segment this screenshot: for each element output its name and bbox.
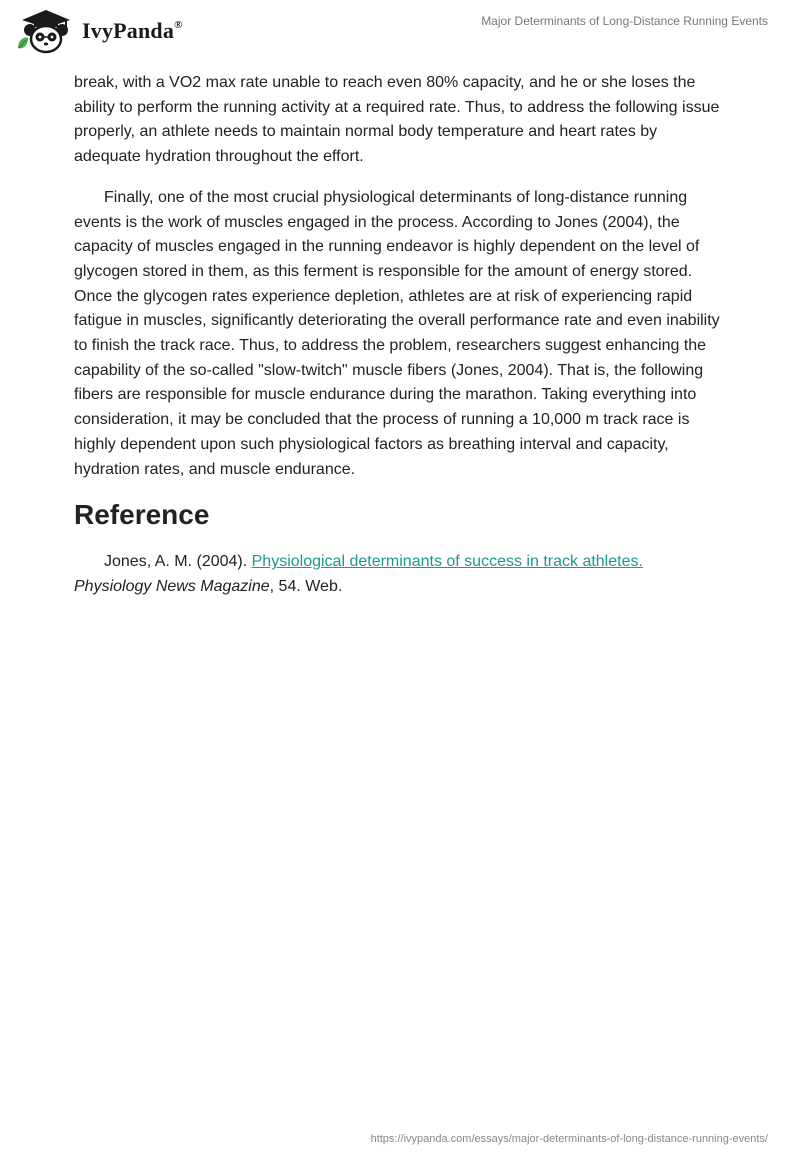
reference-entry [74, 550, 726, 599]
page-header [0, 0, 800, 62]
reference-author: Jones, A. M. (2004). [104, 553, 252, 571]
body-paragraph: break, with a VO2 max rate unable to reach even 80% capacity, and he or she loses the ability to perform the running activity at a required rate. Thus, to address the following issue properly, an athlete needs to maintain normal body temperature and heart rates by adequate hydration throughout the effort. [74, 74, 720, 166]
reference-journal: Physiology News Magazine [74, 577, 270, 595]
footer-url[interactable]: https://ivypanda.com/essays/major-determinants-of-long-distance-running-events/ [370, 1133, 768, 1145]
logo[interactable] [14, 8, 183, 54]
essay-content [74, 71, 726, 616]
document-title: Major Determinants of Long-Distance Running Events [481, 14, 768, 28]
reference-link[interactable]: Physiological determinants of success in track athletes. [251, 553, 643, 571]
panda-logo-icon [14, 8, 76, 54]
reference-tail: , 54. Web. [269, 577, 343, 595]
reference-heading: Reference [74, 499, 210, 531]
body-paragraph: Finally, one of the most crucial physiological determinants of long-distance running events is the work of muscles engaged in the process. According to Jones (2004), the capacity of muscles engaged in the running endeavor is highly dependent on the level of glycogen stored in them, as this ferment is responsible for the amount of energy stored. Once the glycogen rates experience depletion, athletes are at risk of experiencing rapid fatigue in muscles, significantly deteriorating the overall performance rate and even inability to finish the track race. Thus, to address the problem, researchers suggest enhancing the capability of the so-called "slow-twitch" muscle fibers (Jones, 2004). That is, the following fibers are responsible for muscle endurance during the marathon. Taking everything into consideration, it may be concluded that the process of running a 10,000 m track race is highly dependent upon such physiological factors as breathing interval and capacity, hydration rates, and muscle endurance. [74, 188, 720, 478]
brand-name: IvyPanda® [82, 18, 183, 43]
